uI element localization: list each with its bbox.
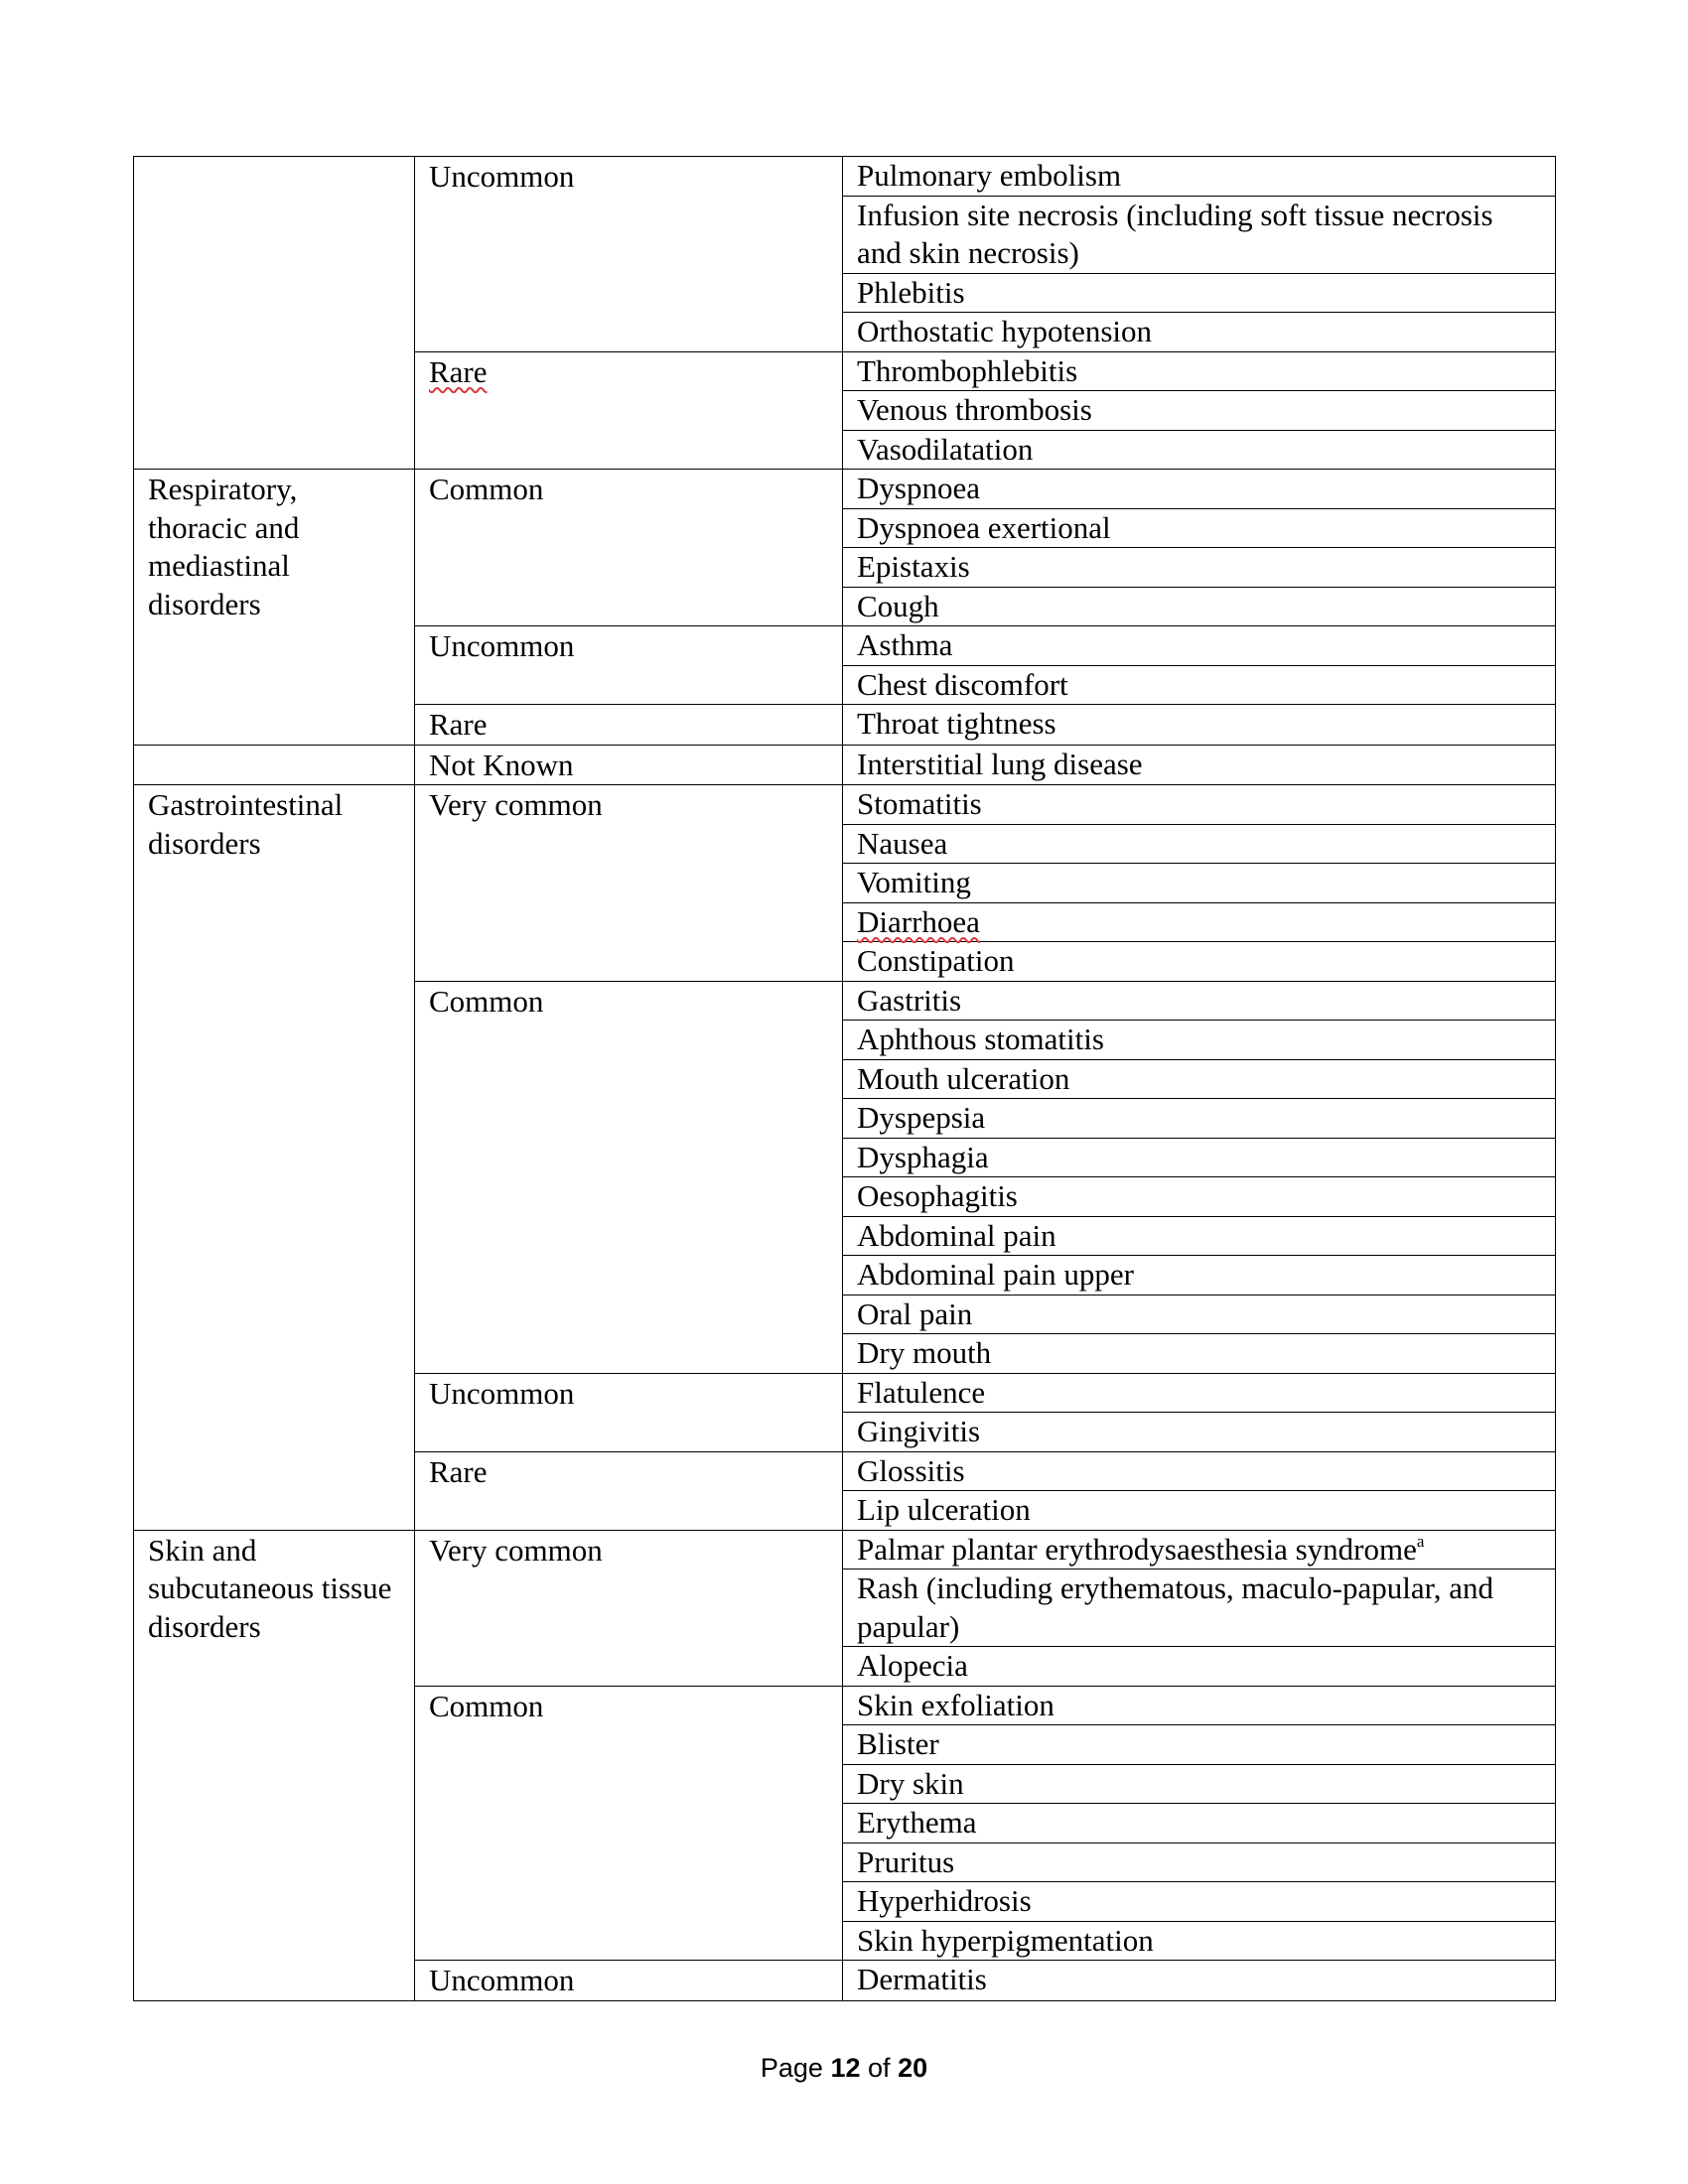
adverse-reaction-term: Cough [857, 588, 939, 623]
table-row [134, 785, 1556, 825]
system-organ-class-cell: Skin and subcutaneous tissue disorders [134, 1530, 415, 2000]
adverse-reaction-term: Pruritus [857, 1843, 955, 1879]
adverse-reaction-term: Skin exfoliation [857, 1687, 1055, 1722]
page-total: 20 [898, 2053, 928, 2083]
adverse-reaction-term: Phlebitis [857, 274, 965, 310]
adverse-reaction-cell [843, 1882, 1556, 1922]
footnote-marker: a [1416, 1531, 1425, 1551]
frequency-cell [415, 785, 843, 982]
adverse-reaction-term: Oesophagitis [857, 1178, 1018, 1213]
frequency-cell [415, 705, 843, 746]
frequency-label: Rare [429, 353, 488, 389]
adverse-reaction-term: Dermatitis [857, 1962, 987, 1996]
adverse-reaction-cell [843, 1216, 1556, 1256]
adverse-reactions-table-body [134, 157, 1556, 2001]
frequency-label: Very common [429, 1532, 603, 1568]
adverse-reaction-cell [843, 1921, 1556, 1961]
adverse-reaction-term: Alopecia [857, 1648, 968, 1683]
adverse-reactions-table [133, 156, 1556, 2001]
adverse-reaction-cell [843, 1647, 1556, 1687]
adverse-reaction-cell [843, 705, 1556, 746]
adverse-reaction-term: Aphthous stomatitis [857, 1022, 1104, 1056]
frequency-label: Rare [429, 1453, 488, 1489]
adverse-reaction-term: Pulmonary embolism [857, 158, 1122, 193]
adverse-reaction-term: Thrombophlebitis [857, 352, 1078, 388]
adverse-reaction-cell [843, 1177, 1556, 1217]
adverse-reaction-term: Stomatitis [857, 786, 982, 821]
adverse-reaction-term: Orthostatic hypotension [857, 314, 1153, 348]
adverse-reaction-cell [843, 196, 1556, 273]
frequency-cell [415, 1373, 843, 1451]
adverse-reaction-term: Skin hyperpigmentation [857, 1922, 1154, 1958]
system-organ-class-cell [134, 745, 415, 785]
adverse-reaction-cell [843, 1373, 1556, 1413]
adverse-reaction-cell [843, 351, 1556, 391]
adverse-reaction-cell [843, 273, 1556, 313]
adverse-reaction-cell [843, 587, 1556, 626]
adverse-reaction-term: Hyperhidrosis [857, 1883, 1032, 1918]
frequency-label: Common [429, 983, 544, 1019]
adverse-reaction-cell [843, 1413, 1556, 1452]
adverse-reaction-cell [843, 1530, 1556, 1570]
frequency-cell [415, 981, 843, 1373]
adverse-reaction-term: Abdominal pain upper [857, 1257, 1134, 1292]
frequency-label: Rare [429, 707, 488, 742]
adverse-reaction-term: Interstitial lung disease [857, 746, 1143, 781]
adverse-reaction-term: Oral pain [857, 1296, 973, 1331]
page-footer [0, 2053, 1688, 2084]
adverse-reaction-term: Infusion site necrosis (including soft tissue necrosis and skin necrosis) [857, 197, 1493, 270]
frequency-cell [415, 745, 843, 785]
adverse-reaction-term: Erythema [857, 1805, 977, 1840]
frequency-label: Common [429, 1688, 544, 1723]
frequency-cell [415, 1961, 843, 2001]
frequency-label: Not Known [429, 747, 574, 782]
system-organ-class-cell [134, 157, 415, 470]
adverse-reaction-cell [843, 508, 1556, 548]
adverse-reaction-cell [843, 824, 1556, 864]
adverse-reaction-term: Nausea [857, 825, 948, 861]
adverse-reaction-term: Dry mouth [857, 1335, 992, 1370]
adverse-reaction-term: Venous thrombosis [857, 392, 1092, 427]
adverse-reaction-cell [843, 430, 1556, 470]
system-organ-class-cell: Gastrointestinal disorders [134, 785, 415, 1531]
adverse-reaction-term: Glossitis [857, 1452, 965, 1488]
adverse-reaction-term: Chest discomfort [857, 666, 1068, 702]
frequency-label: Uncommon [429, 628, 575, 663]
adverse-reaction-term: Rash (including erythematous, maculo-papular, and papular) [857, 1570, 1493, 1644]
adverse-reaction-term: Blister [857, 1726, 939, 1761]
adverse-reaction-cell [843, 1491, 1556, 1531]
adverse-reaction-cell [843, 391, 1556, 431]
adverse-reaction-cell [843, 626, 1556, 666]
adverse-reaction-cell [843, 942, 1556, 982]
adverse-reaction-term: Constipation [857, 943, 1015, 978]
adverse-reaction-term: Abdominal pain [857, 1217, 1056, 1253]
frequency-cell [415, 1686, 843, 1961]
adverse-reaction-term: Flatulence [857, 1374, 986, 1410]
adverse-reaction-term: Gingivitis [857, 1414, 981, 1448]
frequency-cell [415, 626, 843, 705]
adverse-reaction-cell [843, 548, 1556, 588]
adverse-reaction-term: Gastritis [857, 982, 962, 1018]
adverse-reaction-term: Asthma [857, 627, 953, 662]
adverse-reaction-cell [843, 1256, 1556, 1296]
adverse-reaction-term: Throat tightness [857, 706, 1056, 741]
adverse-reaction-term: Dry skin [857, 1765, 964, 1801]
adverse-reaction-term: Dysphagia [857, 1139, 989, 1174]
adverse-reaction-cell [843, 665, 1556, 705]
table-row [134, 745, 1556, 785]
adverse-reaction-cell [843, 864, 1556, 903]
adverse-reaction-term: Epistaxis [857, 549, 970, 584]
adverse-reaction-term: Diarrhoea [857, 903, 980, 939]
adverse-reaction-term: Dyspnoea exertional [857, 509, 1111, 545]
adverse-reaction-cell [843, 157, 1556, 197]
adverse-reaction-term: Vasodilatation [857, 431, 1034, 467]
table-row [134, 1530, 1556, 1570]
adverse-reaction-cell [843, 1686, 1556, 1725]
adverse-reaction-cell [843, 1138, 1556, 1177]
frequency-cell [415, 1451, 843, 1530]
adverse-reaction-cell [843, 1334, 1556, 1374]
adverse-reaction-cell [843, 1843, 1556, 1882]
system-organ-class-cell: Respiratory, thoracic and mediastinal disorders [134, 470, 415, 746]
frequency-cell [415, 470, 843, 626]
frequency-label: Very common [429, 787, 603, 822]
frequency-cell [415, 157, 843, 352]
of-label: of [868, 2053, 891, 2083]
adverse-reaction-cell [843, 1021, 1556, 1060]
adverse-reaction-term: Palmar plantar erythrodysaesthesia syndrome [857, 1531, 1417, 1567]
adverse-reaction-cell [843, 1059, 1556, 1099]
frequency-label: Uncommon [429, 159, 575, 194]
page-number: 12 [830, 2053, 861, 2083]
adverse-reaction-term: Dyspepsia [857, 1100, 986, 1135]
adverse-reaction-cell [843, 785, 1556, 825]
adverse-reaction-cell [843, 902, 1556, 942]
adverse-reaction-cell [843, 981, 1556, 1021]
adverse-reaction-cell [843, 1961, 1556, 2001]
frequency-label: Common [429, 472, 544, 506]
table-row [134, 470, 1556, 509]
adverse-reaction-cell [843, 1451, 1556, 1491]
page-label: Page [760, 2053, 823, 2083]
adverse-reaction-cell [843, 1570, 1556, 1647]
frequency-label: Uncommon [429, 1375, 575, 1411]
adverse-reaction-cell [843, 1099, 1556, 1139]
frequency-cell [415, 1530, 843, 1686]
adverse-reaction-term: Mouth ulceration [857, 1060, 1070, 1096]
adverse-reaction-cell [843, 1764, 1556, 1804]
adverse-reaction-term: Vomiting [857, 865, 971, 899]
adverse-reaction-term: Dyspnoea [857, 471, 980, 505]
adverse-reaction-cell [843, 745, 1556, 785]
frequency-label: Uncommon [429, 1963, 575, 1997]
frequency-cell [415, 351, 843, 470]
adverse-reaction-cell [843, 470, 1556, 509]
adverse-reaction-cell [843, 1295, 1556, 1334]
adverse-reaction-term: Lip ulceration [857, 1492, 1031, 1527]
adverse-reaction-cell [843, 1725, 1556, 1765]
table-row [134, 157, 1556, 197]
adverse-reaction-cell [843, 313, 1556, 352]
adverse-reaction-cell [843, 1804, 1556, 1843]
